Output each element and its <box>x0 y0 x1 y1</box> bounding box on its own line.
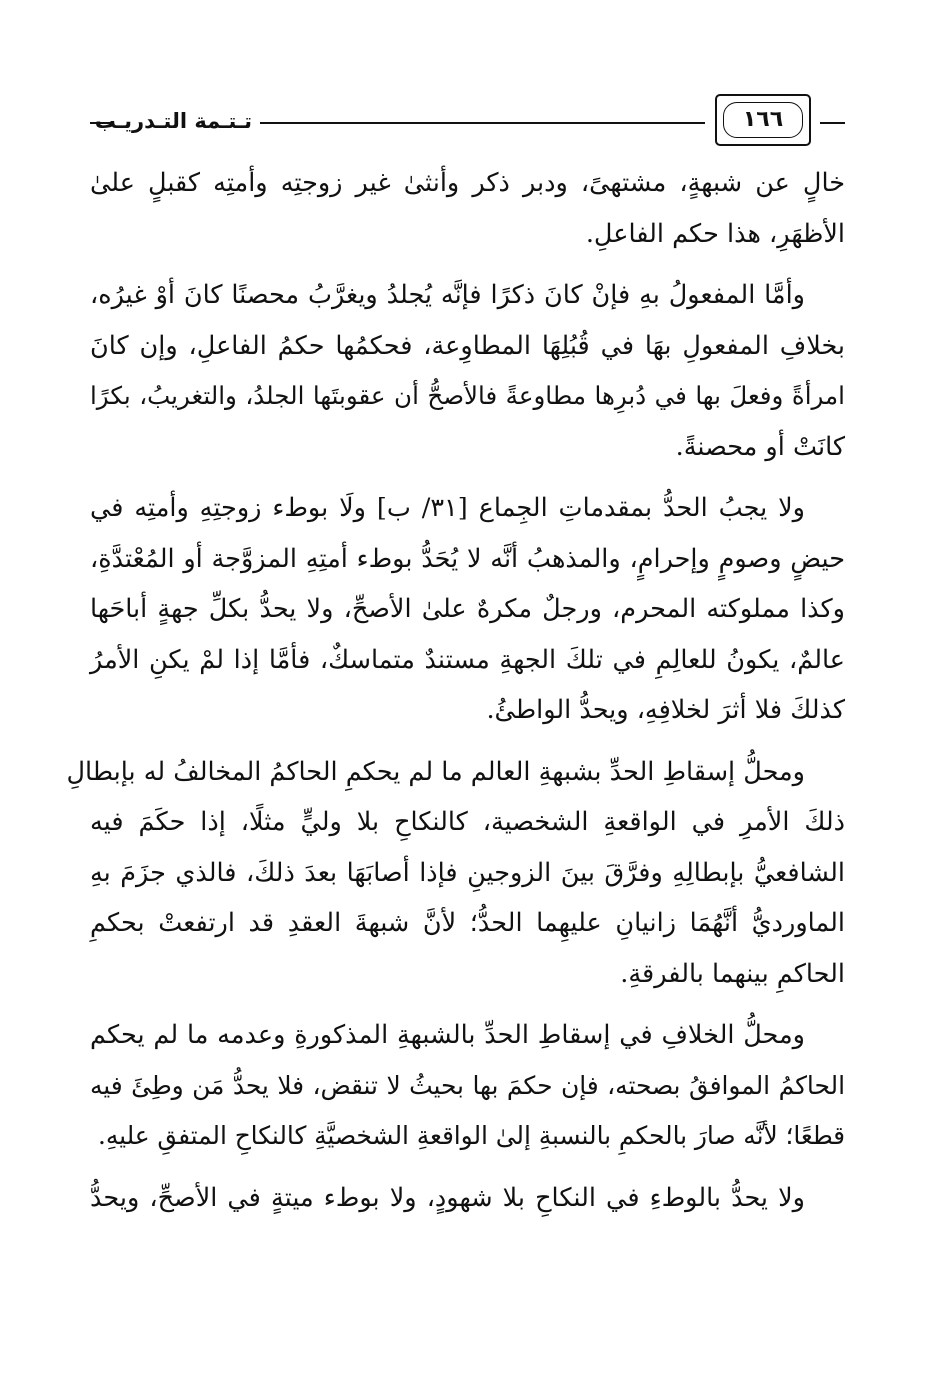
text-line: الحاكمِ بينهما بالفرقةِ. <box>620 958 845 989</box>
paragraph-1 <box>90 158 845 259</box>
text-line: الماورديُّ أنَّهُمَا زانيانِ عليهِما الحدُّ؛ لأنَّ شبهةَ العقدِ قد ارتفعتْ بحكمِ <box>90 908 845 938</box>
header-rule-middle <box>260 122 705 124</box>
text-line: وأمَّا المفعولُ بهِ فإنْ كانَ ذكرًا فإنَّه يُجلدُ ويغرَّبُ محصنًا كانَ أوْ غيرُه، <box>90 280 805 310</box>
running-header <box>90 92 845 152</box>
text-line: حيضٍ وصومٍ وإحرامٍ، والمذهبُ أنَّه لا يُحَدُّ بوطء أمتِهِ المزوَّجة أو المُعْتدَّةِ، <box>90 543 845 574</box>
text-line: قطعًا؛ لأنَّه صارَ بالحكمِ بالنسبةِ إلىٰ الواقعةِ الشخصيَّةِ كالنكاحِ المتفقِ عليهِ. <box>97 1121 845 1150</box>
text-line: كذلكَ فلا أثرَ لخلافِهِ، ويحدُّ الواطئُ. <box>486 695 845 725</box>
paragraph-4 <box>66 747 845 1000</box>
page-number: ١٦٦ <box>723 102 803 138</box>
text-line: امرأةً وفعلَ بها في دُبرِها مطاوعةً فالأصحُّ أن عقوبتَها الجلدُ، والتغريبُ، بكرًا <box>90 381 845 410</box>
text-line: الأظهَرِ، هذا حكم الفاعلِ. <box>585 218 845 249</box>
paragraph-6 <box>90 1173 845 1224</box>
text-line: خالٍ عن شبهةٍ، مشتهىً، ودبر ذكر وأنثىٰ غير زوجتِه وأمتِه كقبلٍ علىٰ <box>90 168 845 198</box>
text-line: ذلكَ الأمرِ في الواقعةِ الشخصية، كالنكاحِ بلا وليٍّ مثلًا، إذا حكَمَ فيه <box>90 807 845 837</box>
paragraph-3 <box>90 483 845 736</box>
paragraph-2 <box>90 270 845 472</box>
text-line: ومحلُّ الخلافِ في إسقاطِ الحدِّ بالشبهةِ المذكورةِ وعدمه ما لم يحكم <box>90 1020 805 1050</box>
running-title: تـتـمة التـدريـب <box>94 109 252 133</box>
text-line: عالمٌ، يكونُ للعالِمِ في تلكَ الجهةِ مستندٌ متماسكٌ، فأمَّا إذا لمْ يكنِ الأمرُ <box>90 644 845 675</box>
text-line: ولا يجبُ الحدُّ بمقدماتِ الجِماع [٣١/ ب] ولَا بوطء زوجتِهِ وأمتِه في <box>90 493 806 523</box>
text-line: وكذا مملوكته المحرم، ورجلٌ مكرهٌ علىٰ الأصحِّ، ولا يحدُّ بكلِّ جهةٍ أباحَها <box>90 594 845 624</box>
text-line: الشافعيُّ بإبطالِهِ وفرَّقَ بينَ الزوجينِ فإذا أصابَهَا بعدَ ذلكَ، فالذي جزَمَ بهِ <box>90 857 845 888</box>
text-line: بخلافِ المفعولِ بهَا في قُبُلِهَا المطاوِعة، فحكمُها حكمُ الفاعلِ، وإن كانَ <box>90 330 845 361</box>
page-number-frame <box>715 94 811 146</box>
paragraph-5 <box>90 1010 845 1162</box>
text-line: كانَتْ أو محصنةً. <box>675 431 845 462</box>
header-rule-right <box>820 122 845 124</box>
text-line: ومحلُّ إسقاطِ الحدِّ بشبهةِ العالم ما لم يحكمِ الحاكمُ المخالفُ له بإبطالِ <box>66 756 805 787</box>
body-text <box>66 158 845 1234</box>
text-line: ولا يحدُّ بالوطءِ في النكاحِ بلا شهودٍ، ولا بوطء ميتةٍ في الأصحِّ، ويحدُّ <box>90 1182 805 1213</box>
text-line: الحاكمُ الموافقُ بصحته، فإن حكمَ بها بحيثُ لا تنقض، فلا يحدُّ مَن وطِئَ فيه <box>90 1070 845 1100</box>
